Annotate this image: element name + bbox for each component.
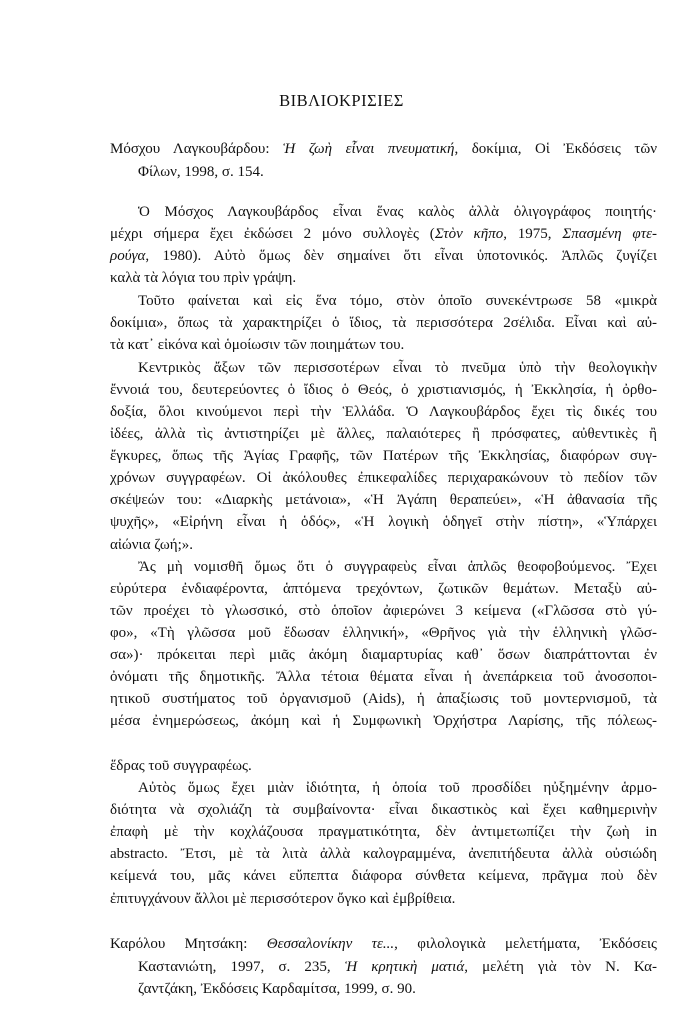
text-line: ἐπαφὴ μὲ τὴν κοχλάζουσα πραγματικότητα, δὲν ἀντιμετωπίζει τὴν ζωὴ in <box>110 824 657 840</box>
text-line: Ἂς μὴ νομισθῆ ὅμως ὅτι ὁ συγγραφεὺς εἶναι ἁπλῶς θεοφοβούμενος. Ἔχει <box>138 559 657 575</box>
text-line: ἔγκυρες, ὅπως τῆς Ἁγίας Γραφῆς, τῶν Πατέρων τῆς Ἐκκλησίας, διαφόρων συγ- <box>110 448 657 464</box>
entry-line: Καστανιώτη, 1997, σ. 235, Ἡ κρητικὴ ματιά, μελέτη γιὰ τὸν Ν. Κα- <box>138 959 657 975</box>
text-line: δοξία, ὅλοι κινούμενοι περὶ τὴν Ἑλλάδα. Ὁ Λαγκουβάρδος ἔχει τὶς δικές του <box>110 404 657 420</box>
text-line: Τοῦτο φαίνεται καὶ εἰς ἕνα τόμο, στὸν ὁποῖο συνεκέντρωσε 58 «μικρὰ <box>138 293 657 309</box>
entry-line: Φίλων, 1998, σ. 154. <box>138 164 264 180</box>
text-line: ἕδρας τοῦ συγγραφέως. <box>110 758 252 774</box>
entry-line: Μόσχου Λαγκουβάρδου: Ἡ ζωὴ εἶναι πνευματική, δοκίμια, Οἱ Ἐκδόσεις τῶν <box>110 141 658 157</box>
text-line: σα»)· πρόκειται περὶ μιᾶς ἀκόμη διαμαρτυρίας καθ᾽ ὅσων διαπράττονται ἐν <box>110 647 657 663</box>
text-line: χρόνων συγγραφέων. Οἱ ἀκόλουθες ἐπικεφαλίδες περιχαρακώνουν τὸ πεδίον τῶν <box>110 470 657 486</box>
text-line: ἐπιτυγχάνουν ἄλλοι μὲ περισσότερον ὄγκο καὶ ἐμβρίθεια. <box>110 891 456 907</box>
text-line: ψυχῆς», «Εἰρήνη εἶναι ἡ ὁδός», «Ἡ λογικὴ ὁδηγεῖ στὴν πίστη», «Ὑπάρχει <box>110 514 657 530</box>
text-line: σκέψεών του: «Διαρκὴς μετάνοια», «Ἡ Ἀγάπη θεραπεύει», «Ἡ ἀθανασία τῆς <box>110 492 657 508</box>
page-title: ΒΙΒΛΙΟΚΡΙΣΙΕΣ <box>279 91 404 110</box>
text-line: διότητα νὰ σχολιάζη τὰ συμβαίνοντα· εἶναι δικαστικὸς καὶ ἔχει καθημερινὴν <box>110 802 657 818</box>
text-line: ἔννοιά του, δευτερεύοντες ὁ ἴδιος ὁ Θεός, ὁ χριστιανισμός, ἡ Ἐκκλησία, ἡ ὀρθο- <box>110 382 657 398</box>
text-line: Αὐτὸς ὅμως ἔχει μιὰν ἰδιότητα, ἡ ὁποία τοῦ προσδίδει ηὐξημένην ἁρμο- <box>138 780 657 796</box>
text-line: καλὰ τὰ λόγια του πρὶν γράψη. <box>110 270 297 286</box>
text-line: τῶν προέχει τὸ γλωσσικό, στὸ ὁποῖον ἀφιερώνει 3 κείμενα («Γλῶσσα στὸ γύ- <box>110 603 657 619</box>
text-line: τὰ κατ᾽ εἰκόνα καὶ ὁμοίωσιν τῶν ποιημάτων του. <box>110 337 405 353</box>
text-line: Κεντρικὸς ἄξων τῶν περισσοτέρων εἶναι τὸ πνεῦμα ὑπὸ τὴν θεολογικὴν <box>138 360 657 376</box>
text-line: ἰδέες, ἀλλὰ τὶς ἀντιστηρίζει μὲ ἄλλες, παλαιότερες ἢ πρόσφατες, αὐθεντικὲς ἢ <box>110 426 657 442</box>
text-line: μέχρι σήμερα ἔχει ἐκδώσει 2 μόνο συλλογὲς (Στὸν κῆπο, 1975, Σπασμένη φτε- <box>110 226 658 242</box>
text-line: ὀνόματι τῆς δημοτικῆς. Ἄλλα τέτοια θέματα εἶναι ἡ ἀνεπάρκεια τοῦ ἀνοσοποι- <box>110 669 657 685</box>
entry-line: Καρόλου Μητσάκη: Θεσσαλονίκην τε..., φιλολογικὰ μελετήματα, Ἐκδόσεις <box>110 936 657 952</box>
text-line: μέσα ἐνημερώσεως, ἀκόμη καὶ ἡ Συμφωνικὴ Ὀρχήστρα Λαρίσης, τῆς πόλεως- <box>110 713 657 729</box>
text-line: δοκίμια», ὅπως τὰ χαρακτηρίζει ὁ ἴδιος, τὰ περισσότερα 2σέλιδα. Εἶναι καὶ αὐ- <box>110 315 657 331</box>
text-line: ητικοῦ συστήματος τοῦ ὀργανισμοῦ (Aids), ἡ ἀπαξίωσις τοῦ μοντερνισμοῦ, τὰ <box>110 691 657 707</box>
text-line: Ὁ Μόσχος Λαγκουβάρδος εἶναι ἕνας καλὸς ἀλλὰ ὀλιγογράφος ποιητής· <box>138 204 657 220</box>
text-line: αἰώνια ζωή;». <box>110 537 193 553</box>
text-line: abstracto. Ἔτσι, μὲ τὰ λιτὰ ἀλλὰ καλογραμμένα, ἀνεπιτήδευτα ἀλλὰ οὐσιώδη <box>110 846 657 862</box>
entry-line: ζαντζάκη, Ἐκδόσεις Καρδαμίτσα, 1999, σ. 90. <box>138 981 416 997</box>
text-line: ρούγα, 1980). Αὐτὸ ὅμως δὲν σημαίνει ὅτι εἶναι ὑποτονικός. Ἁπλῶς ζυγίζει <box>110 248 657 264</box>
text-line: φο», «Τὴ γλῶσσα μοῦ ἔδωσαν ἑλληνική», «Θρῆνος γιὰ τὴν ἑλληνικὴ γλῶσ- <box>110 625 657 641</box>
text-line: κείμενά του, μᾶς κάνει εὔπεπτα διάφορα σύνθετα κείμενα, πρᾶγμα ποὺ δὲν <box>110 868 657 884</box>
text-line: εὐρύτερα ἐνδιαφέροντα, ἁπτόμενα τρεχόντων, ζωτικῶν θεμάτων. Μεταξὺ αὐ- <box>110 581 657 597</box>
